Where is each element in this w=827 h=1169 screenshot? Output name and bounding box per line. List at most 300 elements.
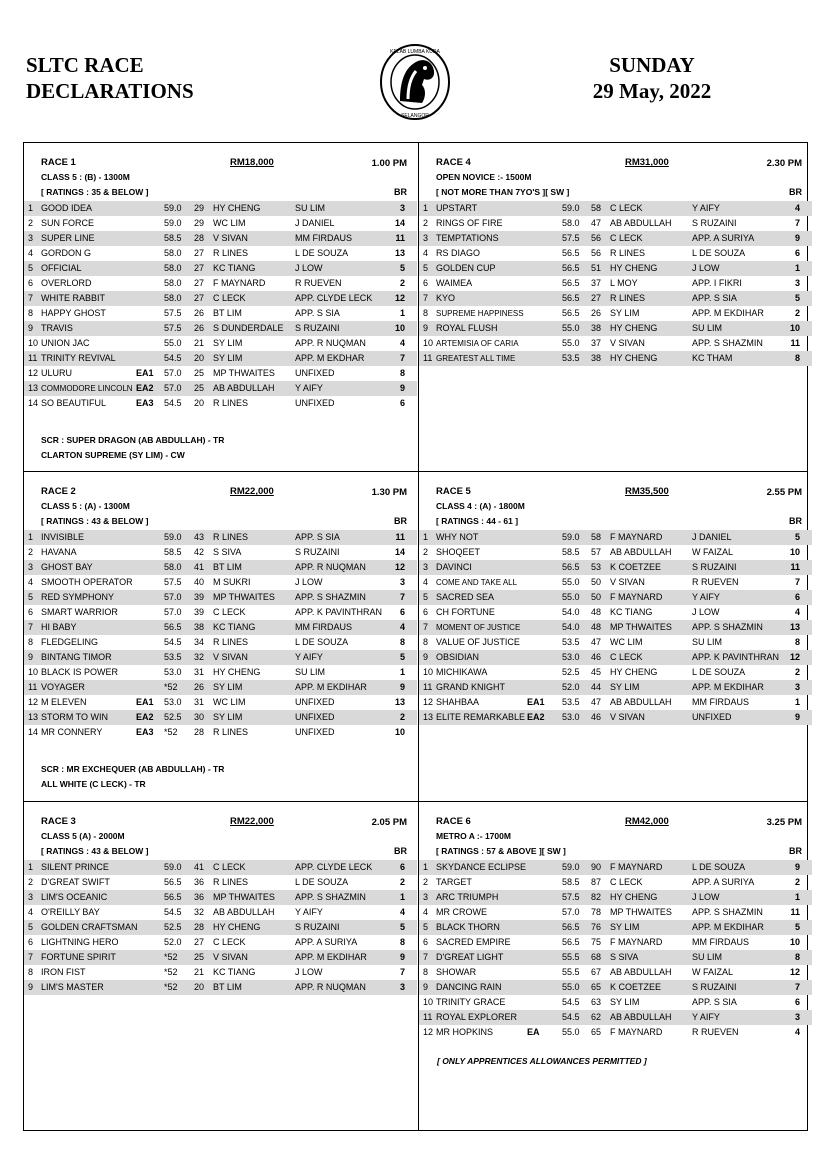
table-row <box>419 905 812 920</box>
barrier-draw: 2 <box>794 877 800 887</box>
race-panel <box>419 472 812 802</box>
jockey-name: APP. M EKDIHAR <box>295 952 367 962</box>
jockey-name: L DE SOUZA <box>692 862 746 872</box>
weight: 54.5 <box>164 398 182 408</box>
horse-name: KYO <box>436 293 456 303</box>
race-ratings: [ RATINGS : 57 & ABOVE ][ SW ] <box>436 846 566 856</box>
rating: 62 <box>591 1012 602 1022</box>
weight: 53.0 <box>562 652 580 662</box>
horse-name: OFFICIAL <box>41 263 82 273</box>
rating: 31 <box>194 667 205 677</box>
trainer-name: MP THWAITES <box>213 892 275 902</box>
weight: 56.5 <box>562 278 580 288</box>
race-ratings: [ NOT MORE THAN 7YO'S ][ SW ] <box>436 187 570 197</box>
horse-name: TARGET <box>436 877 472 887</box>
race-title: RACE 1 <box>41 157 76 168</box>
barrier-draw: 4 <box>794 607 800 617</box>
weight: 57.5 <box>562 233 580 243</box>
horse-name: SMOOTH OPERATOR <box>41 577 133 587</box>
horse-name: MR CONNERY <box>41 727 103 737</box>
jockey-name: MM FIRDAUS <box>692 937 749 947</box>
rating: 32 <box>194 907 205 917</box>
horse-name: SMART WARRIOR <box>41 607 118 617</box>
trainer-name: M SUKRI <box>213 577 251 587</box>
runner-number: 9 <box>423 982 429 992</box>
race-ratings: [ RATINGS : 44 - 61 ] <box>436 516 519 526</box>
barrier-draw: 9 <box>794 862 800 872</box>
declarations-sheet <box>23 142 808 1131</box>
table-row <box>24 680 417 695</box>
jockey-name: APP. M EKDIHAR <box>692 308 764 318</box>
jockey-name: S RUZAINI <box>692 562 737 572</box>
weight: 58.0 <box>562 218 580 228</box>
horse-name: VOYAGER <box>41 682 85 692</box>
horse-name: STORM TO WIN <box>41 712 109 722</box>
trainer-name: AB ABDULLAH <box>610 697 672 707</box>
jockey-name: SU LIM <box>692 323 723 333</box>
weight: 55.0 <box>562 592 580 602</box>
trainer-name: WC LIM <box>610 637 643 647</box>
runner-number: 1 <box>28 862 34 872</box>
horse-name: BINTANG TIMOR <box>41 652 112 662</box>
weight: *52 <box>164 952 178 962</box>
rating: 37 <box>591 338 602 348</box>
trainer-name: L MOY <box>610 278 638 288</box>
weight: *52 <box>164 682 178 692</box>
jockey-name: J LOW <box>692 263 720 273</box>
runner-number: 9 <box>28 652 34 662</box>
entries-table <box>419 201 812 366</box>
barrier-draw: 12 <box>789 652 800 662</box>
runner-number: 7 <box>28 622 34 632</box>
jockey-name: APP. M EKDIHAR <box>692 922 764 932</box>
trainer-name: HY CHENG <box>213 203 261 213</box>
rating: 38 <box>591 323 602 333</box>
runner-number: 4 <box>28 248 34 258</box>
table-row <box>419 351 812 366</box>
race-time: 2.55 PM <box>766 487 802 498</box>
weight: 52.5 <box>164 712 182 722</box>
barrier-draw: 4 <box>794 203 800 213</box>
horse-name: TRINITY GRACE <box>436 997 506 1007</box>
horse-name: WAIMEA <box>436 278 473 288</box>
trainer-name: AB ABDULLAH <box>610 218 672 228</box>
barrier-draw: 5 <box>794 293 800 303</box>
table-row <box>419 545 812 560</box>
title-line-2: DECLARATIONS <box>26 79 194 103</box>
barrier-draw: 3 <box>794 278 800 288</box>
trainer-name: R LINES <box>213 532 249 542</box>
jockey-name: APP. S SHAZMIN <box>692 338 763 348</box>
barrier-draw: 1 <box>794 263 800 273</box>
jockey-name: W FAIZAL <box>692 967 734 977</box>
table-row <box>24 351 417 366</box>
table-row <box>24 366 417 381</box>
weight: 56.5 <box>164 622 182 632</box>
race-time: 2.05 PM <box>371 817 407 828</box>
runner-number: 2 <box>28 877 34 887</box>
jockey-name: APP. S SIA <box>295 532 340 542</box>
jockey-name: Y AIFY <box>295 652 323 662</box>
horse-name: CH FORTUNE <box>436 607 495 617</box>
runner-number: 7 <box>423 293 429 303</box>
title-line-1: SLTC RACE <box>26 53 144 77</box>
jockey-name: SU LIM <box>692 637 723 647</box>
horse-name: BLACK THORN <box>436 922 500 932</box>
club-logo-icon <box>378 43 452 121</box>
runner-number: 11 <box>423 1012 433 1022</box>
barrier-draw: 6 <box>399 862 405 872</box>
entries-table <box>419 530 812 725</box>
barrier-draw: 3 <box>794 1012 800 1022</box>
jockey-name: Y AIFY <box>295 383 323 393</box>
runner-number: 5 <box>28 592 34 602</box>
weight: 59.0 <box>562 203 580 213</box>
horse-name: HAPPY GHOST <box>41 308 106 318</box>
trainer-name: F MAYNARD <box>610 1027 663 1037</box>
table-row <box>24 650 417 665</box>
runner-number: 12 <box>423 1027 434 1037</box>
trainer-name: C LECK <box>213 937 246 947</box>
rating: 31 <box>194 697 205 707</box>
runner-number: 8 <box>28 308 34 318</box>
runner-number: 10 <box>423 667 434 677</box>
rating: 68 <box>591 952 602 962</box>
jockey-name: W FAIZAL <box>692 547 734 557</box>
rating: 20 <box>194 982 205 992</box>
runner-number: 1 <box>423 532 429 542</box>
runner-number: 13 <box>423 712 434 722</box>
runner-number: 10 <box>423 338 434 348</box>
rating: 58 <box>591 532 602 542</box>
table-row <box>419 875 812 890</box>
jockey-name: J DANIEL <box>692 532 732 542</box>
race-title: RACE 4 <box>436 157 471 168</box>
table-row <box>419 650 812 665</box>
rating: 50 <box>591 592 602 602</box>
jockey-name: APP. S SHAZMIN <box>295 592 366 602</box>
barrier-draw: 4 <box>399 622 405 632</box>
barrier-draw: 14 <box>394 218 405 228</box>
horse-name: COME AND TAKE ALL <box>436 578 518 587</box>
runner-number: 11 <box>28 353 38 363</box>
race-prize: RM35,500 <box>625 486 669 497</box>
table-row <box>419 530 812 545</box>
horse-name: SHOQEET <box>436 547 481 557</box>
weight: 57.0 <box>562 907 580 917</box>
barrier-header: BR <box>394 846 407 856</box>
trainer-name: F MAYNARD <box>213 278 266 288</box>
weight: 57.5 <box>164 323 182 333</box>
rating: 47 <box>591 697 602 707</box>
barrier-draw: 9 <box>794 712 800 722</box>
table-row <box>419 261 812 276</box>
rating: 27 <box>194 263 205 273</box>
jockey-name: J LOW <box>692 607 720 617</box>
entries-table <box>419 860 812 1040</box>
rating: 25 <box>194 952 205 962</box>
trainer-name: WC LIM <box>213 697 246 707</box>
table-row <box>419 920 812 935</box>
horse-name: GOLDEN CUP <box>436 263 496 273</box>
barrier-draw: 9 <box>399 383 405 393</box>
jockey-name: APP. R NUQMAN <box>295 982 366 992</box>
runner-number: 7 <box>28 293 34 303</box>
race-class: OPEN NOVICE :- 1500M <box>436 172 532 182</box>
trainer-name: V SIVAN <box>610 577 645 587</box>
runner-number: 7 <box>423 622 429 632</box>
runner-number: 6 <box>423 937 429 947</box>
weight: *52 <box>164 727 178 737</box>
weight: 54.5 <box>164 637 182 647</box>
race-prize: RM18,000 <box>230 157 274 168</box>
race-prize: RM42,000 <box>625 816 669 827</box>
trainer-name: MP THWAITES <box>213 592 275 602</box>
table-row <box>24 590 417 605</box>
trainer-name: F MAYNARD <box>610 592 663 602</box>
trainer-name: HY CHENG <box>213 667 261 677</box>
weight: 55.0 <box>164 338 182 348</box>
jockey-name: S RUZAINI <box>295 922 340 932</box>
rating: 27 <box>194 278 205 288</box>
jockey-name: APP. M EKDIHAR <box>692 682 764 692</box>
table-row <box>419 560 812 575</box>
table-row <box>24 306 417 321</box>
runner-number: 4 <box>423 577 429 587</box>
runner-number: 11 <box>423 682 433 692</box>
weight: 54.5 <box>562 997 580 1007</box>
table-row <box>24 216 417 231</box>
horse-name: HI BABY <box>41 622 77 632</box>
emergency-tag: EA2 <box>136 712 154 722</box>
trainer-name: SY LIM <box>610 308 640 318</box>
table-row <box>419 321 812 336</box>
table-row <box>24 605 417 620</box>
horse-name: LIM'S OCEANIC <box>41 892 108 902</box>
horse-name: RS DIAGO <box>436 248 481 258</box>
horse-name: GRAND KNIGHT <box>436 682 506 692</box>
runner-number: 5 <box>423 263 429 273</box>
barrier-draw: 11 <box>395 233 405 243</box>
runner-number: 1 <box>423 862 429 872</box>
scratching-note: CLARTON SUPREME (SY LIM) - CW <box>41 450 185 460</box>
emergency-tag: EA1 <box>136 368 154 378</box>
horse-name: DAVINCI <box>436 562 472 572</box>
weight: 58.0 <box>164 263 182 273</box>
jockey-name: S RUZAINI <box>295 547 340 557</box>
trainer-name: V SIVAN <box>610 712 645 722</box>
runner-number: 12 <box>423 697 434 707</box>
table-row <box>419 860 812 875</box>
table-row <box>24 336 417 351</box>
rating: 38 <box>591 353 602 363</box>
runner-number: 3 <box>423 892 429 902</box>
trainer-name: AB ABDULLAH <box>610 547 672 557</box>
weight: 57.0 <box>164 592 182 602</box>
table-row <box>419 201 812 216</box>
barrier-draw: 8 <box>794 637 800 647</box>
jockey-name: APP. S SHAZMIN <box>295 892 366 902</box>
allowance-note: [ ONLY APPRENTICES ALLOWANCES PERMITTED ] <box>437 1056 647 1066</box>
horse-name: TRAVIS <box>41 323 73 333</box>
race-date <box>572 52 732 104</box>
weight: 57.0 <box>164 383 182 393</box>
barrier-draw: 8 <box>794 353 800 363</box>
race-time: 1.30 PM <box>371 487 407 498</box>
horse-name: RED SYMPHONY <box>41 592 115 602</box>
trainer-name: WC LIM <box>213 218 246 228</box>
runner-number: 5 <box>423 592 429 602</box>
weight: 58.5 <box>562 877 580 887</box>
runner-number: 9 <box>423 323 429 333</box>
barrier-draw: 4 <box>794 1027 800 1037</box>
runner-number: 10 <box>423 997 434 1007</box>
weight: 55.5 <box>562 967 580 977</box>
barrier-draw: 6 <box>794 997 800 1007</box>
rating: 26 <box>194 308 205 318</box>
rating: 56 <box>591 233 602 243</box>
runner-number: 6 <box>28 937 34 947</box>
barrier-draw: 2 <box>399 712 405 722</box>
rating: 21 <box>194 338 205 348</box>
barrier-draw: 6 <box>399 398 405 408</box>
barrier-draw: 12 <box>394 293 405 303</box>
horse-name: GORDON G <box>41 248 92 258</box>
runner-number: 8 <box>28 637 34 647</box>
jockey-name: KC THAM <box>692 353 733 363</box>
rating: 27 <box>194 293 205 303</box>
trainer-name: HY CHENG <box>610 323 658 333</box>
rating: 58 <box>591 203 602 213</box>
jockey-name: Y AIFY <box>295 907 323 917</box>
rating: 42 <box>194 547 205 557</box>
runner-number: 8 <box>28 967 34 977</box>
entries-table <box>24 530 417 740</box>
horse-name: ROYAL EXPLORER <box>436 1012 518 1022</box>
horse-name: TRINITY REVIVAL <box>41 353 116 363</box>
rating: 30 <box>194 712 205 722</box>
barrier-draw: 11 <box>395 532 405 542</box>
jockey-name: R RUEVEN <box>692 577 739 587</box>
jockey-name: APP. S SIA <box>692 293 737 303</box>
trainer-name: R LINES <box>213 727 249 737</box>
horse-name: FORTUNE SPIRIT <box>41 952 116 962</box>
table-row <box>24 635 417 650</box>
weight: 53.0 <box>164 697 182 707</box>
runner-number: 13 <box>28 712 39 722</box>
trainer-name: MP THWAITES <box>610 622 672 632</box>
table-row <box>419 1010 812 1025</box>
jockey-name: S RUZAINI <box>692 982 737 992</box>
race-ratings: [ RATINGS : 35 & BELOW ] <box>41 187 149 197</box>
runner-number: 13 <box>28 383 39 393</box>
rating: 27 <box>194 248 205 258</box>
barrier-draw: 8 <box>794 952 800 962</box>
runner-number: 6 <box>423 278 429 288</box>
trainer-name: C LECK <box>213 607 246 617</box>
weight: *52 <box>164 982 178 992</box>
barrier-draw: 4 <box>399 338 405 348</box>
trainer-name: C LECK <box>610 652 643 662</box>
table-row <box>419 665 812 680</box>
horse-name: SKYDANCE ECLIPSE <box>436 862 527 872</box>
table-row <box>24 965 417 980</box>
horse-name: MICHIKAWA <box>436 667 488 677</box>
race-title: RACE 2 <box>41 486 76 497</box>
entries-table <box>24 860 417 995</box>
rating: 34 <box>194 637 205 647</box>
table-row <box>24 396 417 411</box>
runner-number: 4 <box>28 907 34 917</box>
barrier-draw: 6 <box>399 607 405 617</box>
runner-number: 5 <box>28 263 34 273</box>
rating: 47 <box>591 218 602 228</box>
table-row <box>419 890 812 905</box>
rating: 47 <box>591 637 602 647</box>
table-row <box>419 935 812 950</box>
table-row <box>24 261 417 276</box>
runner-number: 14 <box>28 727 39 737</box>
weight: 57.5 <box>164 308 182 318</box>
emergency-tag: EA1 <box>136 697 154 707</box>
runner-number: 11 <box>423 353 433 363</box>
horse-name: SO BEAUTIFUL <box>41 398 107 408</box>
race-class: METRO A :- 1700M <box>436 831 511 841</box>
weight: 54.5 <box>164 353 182 363</box>
barrier-draw: 2 <box>794 308 800 318</box>
horse-name: SUN FORCE <box>41 218 95 228</box>
barrier-draw: 11 <box>790 562 800 572</box>
weight: 55.0 <box>562 338 580 348</box>
horse-name: SACRED SEA <box>436 592 495 602</box>
runner-number: 2 <box>28 218 34 228</box>
runner-number: 12 <box>28 697 39 707</box>
weight: 53.5 <box>562 353 580 363</box>
trainer-name: BT LIM <box>213 982 242 992</box>
horse-name: WHY NOT <box>436 532 479 542</box>
race-time: 3.25 PM <box>766 817 802 828</box>
trainer-name: HY CHENG <box>610 667 658 677</box>
table-row <box>24 530 417 545</box>
jockey-name: L DE SOUZA <box>295 877 349 887</box>
table-row <box>419 231 812 246</box>
horse-name: GHOST BAY <box>41 562 93 572</box>
jockey-name: SU LIM <box>692 952 723 962</box>
horse-name: MR HOPKINS <box>436 1027 494 1037</box>
trainer-name: SY LIM <box>213 712 243 722</box>
barrier-draw: 3 <box>399 577 405 587</box>
race-panel <box>24 802 417 1132</box>
race-ratings: [ RATINGS : 43 & BELOW ] <box>41 846 149 856</box>
barrier-draw: 5 <box>399 922 405 932</box>
trainer-name: HY CHENG <box>610 892 658 902</box>
weight: 58.0 <box>164 248 182 258</box>
barrier-draw: 2 <box>794 667 800 677</box>
jockey-name: J LOW <box>295 577 323 587</box>
barrier-header: BR <box>394 516 407 526</box>
table-row <box>419 336 812 351</box>
horse-name: UNION JAC <box>41 338 90 348</box>
rating: 53 <box>591 562 602 572</box>
trainer-name: R LINES <box>610 293 646 303</box>
jockey-name: R RUEVEN <box>692 1027 739 1037</box>
horse-name: VALUE OF JUSTICE <box>436 637 520 647</box>
weight: 58.5 <box>164 547 182 557</box>
jockey-name: MM FIRDAUS <box>692 697 749 707</box>
trainer-name: KC TIANG <box>610 607 653 617</box>
jockey-name: MM FIRDAUS <box>295 622 352 632</box>
weight: 53.0 <box>562 712 580 722</box>
